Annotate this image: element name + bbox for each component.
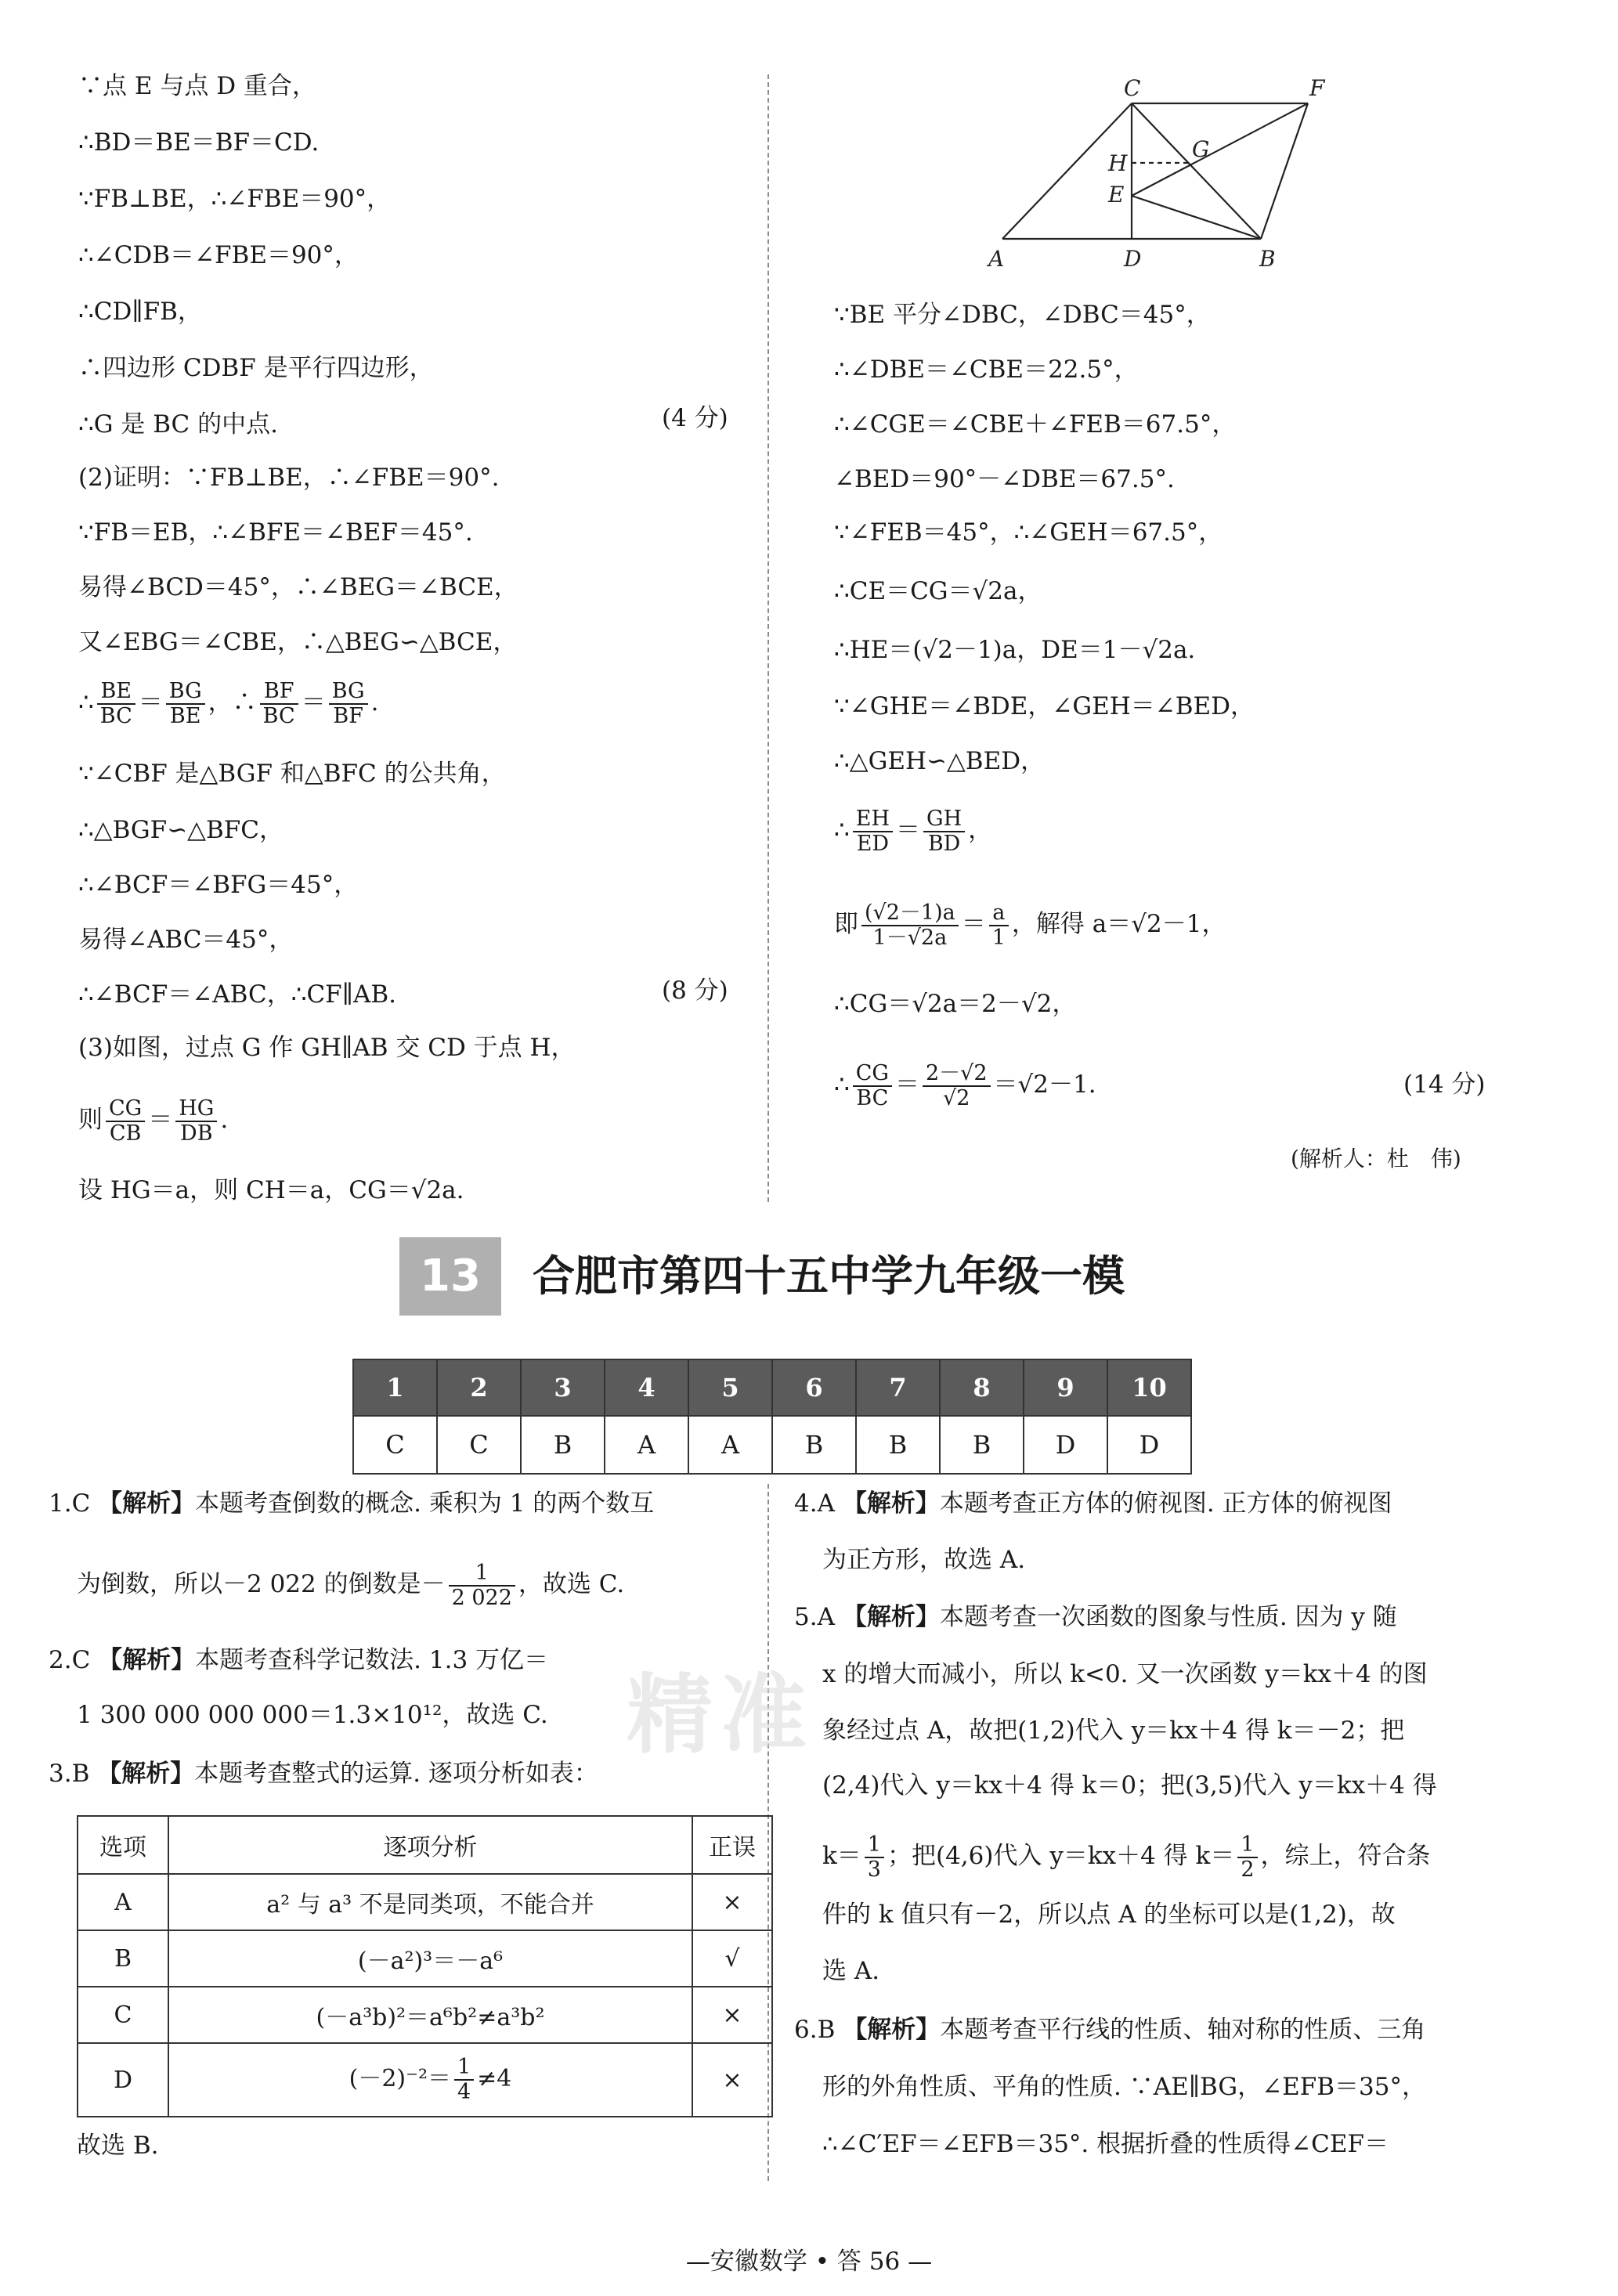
text-line: ∴∠CGE＝∠CBE＋∠FEB＝67.5°，: [834, 410, 1237, 439]
header-correctness: 正误: [692, 1816, 772, 1874]
label-H: H: [1108, 150, 1128, 176]
question-number: 6: [772, 1359, 856, 1416]
fraction: $\frac{EH}{ED}$: [853, 807, 893, 856]
text-line: ∴HE＝(√2－1)a，DE＝1－√2a.: [834, 636, 1196, 664]
q2-line-2: 1 300 000 000 000＝1.3×10¹²，故选 C.: [77, 1701, 548, 1729]
section-title: 合肥市第四十五中学九年级一模: [533, 1251, 1125, 1301]
q5-line-5: k＝ $\frac{1}{3}$ ；把(4,6)代入 y＝kx＋4 得 k＝ $\frac{1}{2}$ ，综上，符合条: [822, 1832, 1431, 1882]
page-footer: —安徽数学 • 答 56 —: [685, 2247, 933, 2276]
q1-line-1: 1.C 【解析】本题考查倒数的概念. 乘积为 1 的两个数互: [49, 1489, 655, 1518]
text-line: ∴△GEH∽△BED，: [834, 747, 1046, 775]
label-B: B: [1259, 246, 1276, 272]
text-line: ∵FB⊥BE，∴∠FBE＝90°，: [78, 185, 392, 213]
question-number: 10: [1107, 1359, 1191, 1416]
fraction: $\frac{BE}{BC}$: [97, 680, 135, 728]
text-line: (3)如图，过点 G 作 GH∥AB 交 CD 于点 H，: [78, 1034, 576, 1062]
text-line: ∴∠DBE＝∠CBE＝22.5°，: [834, 356, 1139, 384]
question-number: 3: [521, 1359, 605, 1416]
q5-line-2: x 的增大而减小，所以 k<0. 又一次函数 y＝kx＋4 的图: [822, 1660, 1428, 1688]
q5-line-4: (2,4)代入 y＝kx＋4 得 k＝0；把(3,5)代入 y＝kx＋4 得: [822, 1771, 1437, 1800]
question-number: 1: [353, 1359, 437, 1416]
fraction: $\frac{1}{4}$: [454, 2056, 474, 2104]
text-line: ∴CG＝√2a＝2－√2，: [834, 990, 1077, 1018]
label-G: G: [1192, 136, 1210, 162]
question-number: 5: [688, 1359, 772, 1416]
text-line: ∴∠BCF＝∠ABC，∴CF∥AB.: [78, 980, 397, 1009]
text-line: ∴∠BCF＝∠BFG＝45°，: [78, 871, 359, 899]
fraction: $\frac{CG}{CB}$: [106, 1097, 145, 1146]
text-line: ∴BD＝BE＝BF＝CD.: [78, 128, 320, 157]
score-14: (14 分): [1403, 1070, 1486, 1099]
answer-cell: B: [856, 1416, 940, 1474]
fraction: $\frac{BG}{BF}$: [329, 680, 368, 728]
q4-line-1: 4.A 【解析】本题考查正方体的俯视图. 正方体的俯视图: [794, 1489, 1392, 1518]
header-analysis: 逐项分析: [168, 1816, 692, 1874]
q3-line-1: 3.B 【解析】本题考查整式的运算. 逐项分析如表：: [49, 1760, 598, 1788]
fraction: $\frac{(√2-1)a}{1-√2a}$: [861, 901, 959, 950]
fraction: $\frac{BG}{BE}$: [166, 680, 205, 728]
q5-line-6: 件的 k 值只有－2，所以点 A 的坐标可以是(1,2)，故: [822, 1901, 1396, 1929]
lead: ∴: [78, 688, 94, 717]
header-option: 选项: [78, 1816, 168, 1874]
text-line: ∵BE 平分∠DBC，∠DBC＝45°，: [834, 301, 1211, 329]
fraction-line-1: ∴ $\frac{BE}{BC}$ ＝ $\frac{BG}{BE}$ ，∴ $\frac{BF}{BC}$ ＝ $\frac{BG}{BF}$ .: [78, 678, 379, 728]
text-line: ∴四边形 CDBF 是平行四边形，: [78, 354, 434, 382]
q6-line-3: ∴∠C′EF＝∠EFB＝35°. 根据折叠的性质得∠CEF＝: [822, 2130, 1389, 2158]
q4-line-2: 为正方形，故选 A.: [822, 1546, 1026, 1574]
answer-table-answer-row: [353, 1416, 1191, 1474]
text-line: ∵∠FEB＝45°，∴∠GEH＝67.5°，: [834, 518, 1223, 547]
answer-table: [352, 1359, 1192, 1475]
geometry-figure: [971, 70, 1347, 274]
fraction-line-4: 即 $\frac{(√2-1)a}{1-√2a}$ ＝ $\frac{a}{1}$ ，解得 a＝√2－1，: [834, 900, 1226, 950]
text-line: ∴CE＝CG＝√2a，: [834, 577, 1042, 605]
text-line: ∵∠CBF 是△BGF 和△BFC 的公共角，: [78, 760, 506, 788]
text-line: ∵点 E 与点 D 重合，: [78, 72, 316, 100]
answer-cell: B: [940, 1416, 1024, 1474]
question-number: 4: [605, 1359, 688, 1416]
answer-cell: B: [772, 1416, 856, 1474]
fraction-line-3: ∴ $\frac{EH}{ED}$ ＝ $\frac{GH}{BD}$ ，: [834, 806, 993, 856]
question-number: 7: [856, 1359, 940, 1416]
q5-line-7: 选 A.: [822, 1957, 880, 1985]
label-C: C: [1124, 75, 1141, 101]
option-row-d: D (－2)⁻²＝ $\frac{1}{4}$ ≠4 ×: [78, 2043, 772, 2117]
score-8: (8 分): [662, 977, 728, 1005]
option-row-b: B (－a²)³＝－a⁶ √: [78, 1930, 772, 1987]
q6-line-1: 6.B 【解析】本题考查平行线的性质、轴对称的性质、三角: [794, 2016, 1426, 2044]
option-table-header: [78, 1816, 772, 1874]
fraction: $\frac{a}{1}$: [989, 901, 1009, 950]
section-number-badge: 13: [399, 1237, 501, 1316]
text-line: 易得∠ABC＝45°，: [78, 926, 294, 954]
q5-line-3: 象经过点 A，故把(1,2)代入 y＝kx＋4 得 k＝－2；把: [822, 1717, 1405, 1745]
question-number: 2: [437, 1359, 521, 1416]
text-line: ∴G 是 BC 的中点.: [78, 410, 278, 439]
text-line: (2)证明：∵FB⊥BE，∴∠FBE＝90°.: [78, 464, 500, 492]
q2-line-1: 2.C 【解析】本题考查科学记数法. 1.3 万亿＝: [49, 1646, 549, 1674]
answer-cell: A: [688, 1416, 772, 1474]
text-line: ∴∠CDB＝∠FBE＝90°，: [78, 241, 359, 269]
q5-line-1: 5.A 【解析】本题考查一次函数的图象与性质. 因为 y 随: [794, 1603, 1397, 1631]
fraction-line-2: 则 $\frac{CG}{CB}$ ＝ $\frac{HG}{DB}$ .: [78, 1096, 229, 1146]
fraction: $\frac{1}{2}$: [1237, 1833, 1257, 1882]
question-number: 9: [1024, 1359, 1107, 1416]
answer-cell: B: [521, 1416, 605, 1474]
text-line: ∵FB＝EB，∴∠BFE＝∠BEF＝45°.: [78, 518, 473, 547]
answer-cell: D: [1107, 1416, 1191, 1474]
fraction: $\frac{GH}{BD}$: [923, 807, 965, 856]
q1-line-2: 为倒数，所以－2 022 的倒数是－ $\frac{1}{2 022}$ ，故选 C.: [77, 1560, 625, 1610]
q6-line-2: 形的外角性质、平角的性质. ∵AE∥BG，∠EFB＝35°，: [822, 2073, 1427, 2101]
option-analysis-table: [77, 1815, 773, 2117]
text-line: 设 HG＝a，则 CH＝a，CG＝√2a.: [78, 1176, 464, 1204]
fraction: $\frac{2-√2}{√2}$: [923, 1062, 991, 1110]
fraction: $\frac{1}{2 022}$: [449, 1561, 515, 1610]
fraction-line-5: ∴ $\frac{CG}{BC}$ ＝ $\frac{2-√2}{√2}$ ＝√2－1.: [834, 1060, 1096, 1110]
label-A: A: [988, 246, 1005, 272]
label-F: F: [1309, 75, 1325, 101]
q3-conclusion: 故选 B.: [77, 2132, 159, 2160]
fraction: $\frac{CG}{BC}$: [853, 1062, 892, 1110]
question-number: 8: [940, 1359, 1024, 1416]
text-line: ∠BED＝90°－∠DBE＝67.5°.: [834, 465, 1175, 493]
fraction: $\frac{BF}{BC}$: [260, 680, 298, 728]
answer-cell: D: [1024, 1416, 1107, 1474]
text-line: ∴CD∥FB，: [78, 298, 202, 326]
option-row-c: C (－a³b)²＝a⁶b²≠a³b² ×: [78, 1987, 772, 2043]
column-divider: [767, 74, 769, 1202]
analyst-credit: (解析人：杜 伟): [1291, 1146, 1461, 1171]
text-line: 又∠EBG＝∠CBE，∴△BEG∽△BCE，: [78, 628, 518, 656]
label-D: D: [1124, 246, 1142, 272]
option-row-a: A a² 与 a³ 不是同类项，不能合并 ×: [78, 1874, 772, 1930]
text-line: 易得∠BCD＝45°，∴∠BEG＝∠BCE，: [78, 573, 518, 601]
answer-cell: A: [605, 1416, 688, 1474]
answer-cell: C: [353, 1416, 437, 1474]
label-E: E: [1108, 182, 1125, 208]
segment-CB: [1132, 103, 1261, 239]
answer-cell: C: [437, 1416, 521, 1474]
text-line: ∵∠GHE＝∠BDE，∠GEH＝∠BED，: [834, 692, 1255, 720]
fraction: $\frac{1}{3}$: [865, 1833, 884, 1882]
answer-table-header-row: [353, 1359, 1191, 1416]
score-4: (4 分): [662, 404, 728, 432]
text-line: ∴△BGF∽△BFC，: [78, 816, 284, 844]
watermark-stamp: 精准: [627, 1665, 814, 1765]
fraction: $\frac{HG}{DB}$: [175, 1097, 217, 1146]
